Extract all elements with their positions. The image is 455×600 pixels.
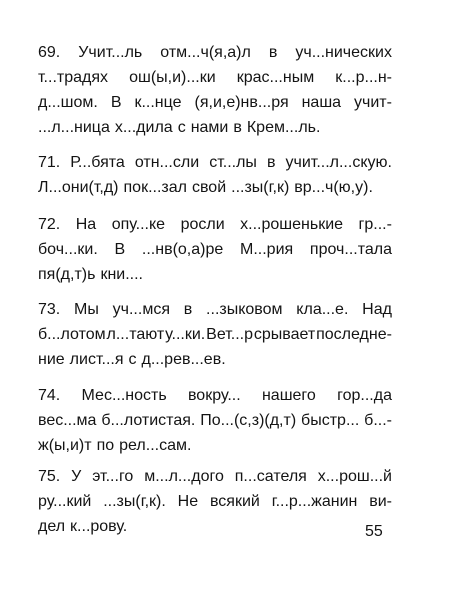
text-line bbox=[38, 262, 392, 287]
word: отн...сли bbox=[134, 154, 200, 171]
word: у...ки. bbox=[165, 326, 206, 343]
word: росли bbox=[180, 216, 225, 233]
text-line bbox=[38, 408, 392, 433]
word: т...традях bbox=[38, 69, 109, 86]
word: На bbox=[75, 216, 97, 233]
word: п...сателя bbox=[234, 468, 307, 485]
word: учит...л...скую. bbox=[285, 154, 392, 171]
word: ...зыковом bbox=[206, 301, 283, 318]
text-line bbox=[38, 40, 392, 65]
word: У bbox=[71, 468, 82, 485]
word: отм...ч(я,а)л bbox=[160, 44, 251, 61]
word: всякий bbox=[209, 493, 260, 510]
word: нашего bbox=[261, 387, 316, 404]
word: х...рош...й bbox=[317, 468, 392, 485]
word: срывает bbox=[253, 326, 316, 343]
word: 72. bbox=[38, 216, 61, 233]
exercise-73 bbox=[38, 297, 392, 372]
word: последне- bbox=[316, 326, 392, 343]
word: в bbox=[266, 154, 276, 171]
word: ру...кий bbox=[38, 493, 92, 510]
word: Над bbox=[362, 301, 392, 318]
word: вокру... bbox=[187, 387, 241, 404]
word: ж(ы,и)т bbox=[38, 437, 92, 454]
text-line bbox=[38, 383, 392, 408]
word: рел...сам. bbox=[119, 437, 192, 454]
word: В bbox=[110, 94, 122, 111]
page-number: 55 bbox=[365, 523, 383, 540]
word: вр...ч(ю,у). bbox=[294, 179, 373, 196]
word: ош(ы,и)...ки bbox=[129, 69, 216, 86]
word: крас...ным bbox=[236, 69, 315, 86]
text-line bbox=[38, 464, 392, 489]
text-line bbox=[38, 433, 392, 458]
word: гр...- bbox=[358, 216, 392, 233]
word: боч...ки. bbox=[38, 241, 98, 258]
word: (я,и,е)нв...ря bbox=[194, 94, 289, 111]
word: к...р...н- bbox=[335, 69, 392, 86]
word: к...рову. bbox=[70, 518, 128, 535]
word: б...лотом bbox=[38, 326, 106, 343]
exercise-74 bbox=[38, 383, 392, 458]
word: 69. bbox=[38, 44, 61, 61]
word: с bbox=[128, 351, 137, 368]
word: М...рия bbox=[240, 241, 294, 258]
word: быстр... bbox=[301, 412, 360, 429]
word: б...лотистая. bbox=[101, 412, 196, 429]
word: ст...лы bbox=[209, 154, 257, 171]
word: опу...ке bbox=[111, 216, 166, 233]
word: 74. bbox=[38, 387, 61, 404]
word: ...нв(о,а)ре bbox=[141, 241, 224, 258]
word: 71. bbox=[38, 154, 61, 171]
word: 73. bbox=[38, 301, 61, 318]
word: л...тают bbox=[106, 326, 165, 343]
text-line bbox=[38, 237, 392, 262]
text-line bbox=[38, 297, 392, 322]
word: Учит...ль bbox=[78, 44, 143, 61]
word: в bbox=[183, 301, 193, 318]
word: х...рошенькие bbox=[240, 216, 344, 233]
text-line bbox=[38, 322, 392, 347]
text-line bbox=[38, 150, 392, 175]
exercise-72 bbox=[38, 212, 392, 287]
word: проч...тала bbox=[309, 241, 392, 258]
word: Л...они(т,д) bbox=[38, 179, 119, 196]
text-line bbox=[38, 489, 392, 514]
word: д...шом. bbox=[38, 94, 98, 111]
word: дел bbox=[38, 518, 66, 535]
word: ви- bbox=[369, 493, 392, 510]
text-line bbox=[38, 514, 392, 539]
word: ...зы(г,к). bbox=[103, 493, 166, 510]
word: кла...е. bbox=[296, 301, 349, 318]
word: к...нце bbox=[134, 94, 182, 111]
word: пя(д,т)ь bbox=[38, 266, 96, 283]
word: Вет...р bbox=[206, 326, 253, 343]
word: вес...ма bbox=[38, 412, 97, 429]
word: По...(с,з)(д,т) bbox=[200, 412, 297, 429]
text-line bbox=[38, 347, 392, 372]
word: уч...мся bbox=[112, 301, 170, 318]
word: В bbox=[114, 241, 126, 258]
word: кни.... bbox=[100, 266, 143, 283]
text-line bbox=[38, 65, 392, 90]
word: в bbox=[268, 44, 278, 61]
word: ...л...ница bbox=[38, 119, 110, 136]
word: с bbox=[177, 119, 186, 136]
word: пок...зал bbox=[123, 179, 187, 196]
word: нами bbox=[190, 119, 229, 136]
text-line bbox=[38, 175, 392, 200]
word: учит- bbox=[354, 94, 392, 111]
word: Мес...ность bbox=[81, 387, 167, 404]
word: Не bbox=[177, 493, 199, 510]
word: Мы bbox=[74, 301, 99, 318]
word: по bbox=[96, 437, 115, 454]
word: уч...нических bbox=[295, 44, 392, 61]
word: свой bbox=[191, 179, 227, 196]
word: м...л...дого bbox=[144, 468, 224, 485]
word: ...зы(г,к) bbox=[231, 179, 290, 196]
exercise-69 bbox=[38, 40, 392, 140]
word: 75. bbox=[38, 468, 61, 485]
word: Крем...ль. bbox=[246, 119, 321, 136]
word: наша bbox=[301, 94, 342, 111]
text-line bbox=[38, 212, 392, 237]
word: Р...бята bbox=[70, 154, 125, 171]
word: б...- bbox=[364, 412, 392, 429]
word: х...дила bbox=[114, 119, 173, 136]
exercise-75 bbox=[38, 464, 392, 539]
word: г...р...жанин bbox=[271, 493, 358, 510]
text-line bbox=[38, 90, 392, 115]
exercise-71 bbox=[38, 150, 392, 200]
word: в bbox=[233, 119, 242, 136]
word: эт...го bbox=[92, 468, 134, 485]
word: лист...я bbox=[69, 351, 124, 368]
word: д...рев...ев. bbox=[141, 351, 226, 368]
text-line bbox=[38, 115, 392, 140]
word: ние bbox=[38, 351, 65, 368]
word: гор...да bbox=[337, 387, 392, 404]
